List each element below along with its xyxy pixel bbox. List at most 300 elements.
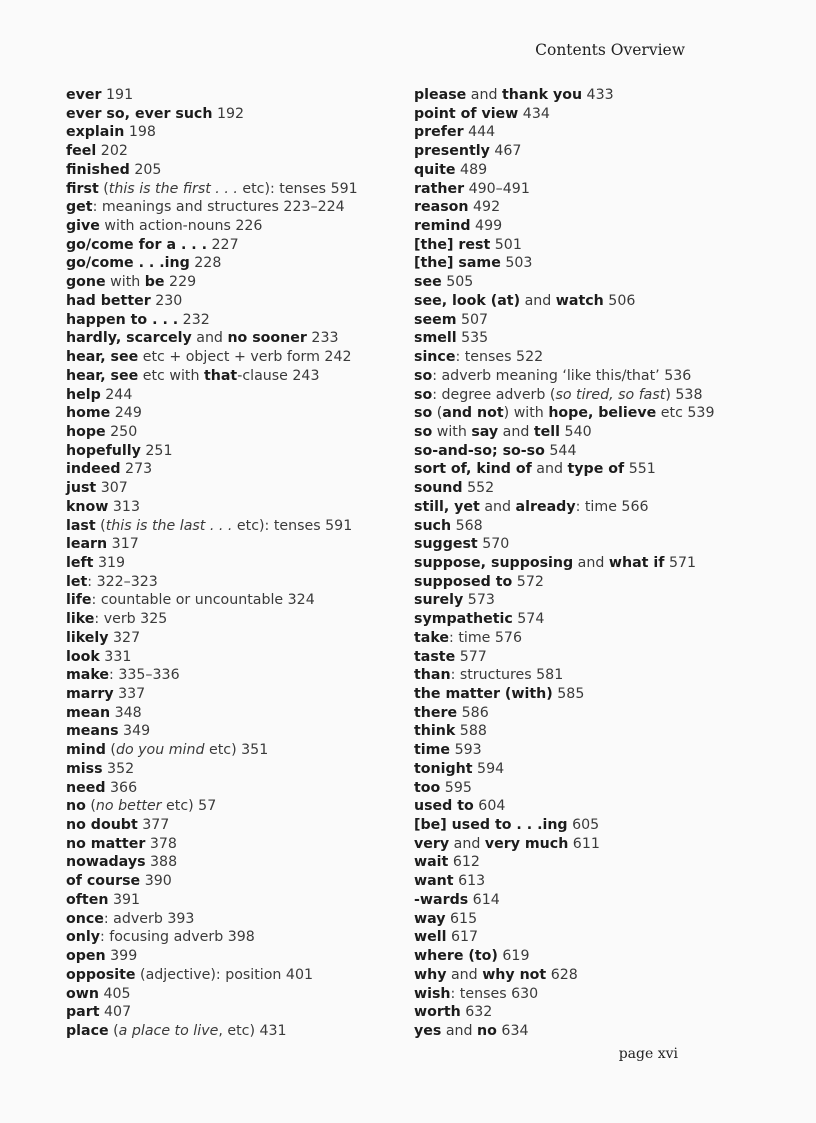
index-note: : countable or uncountable	[91, 592, 284, 609]
page-ref: 391	[108, 891, 141, 908]
index-note: :	[87, 573, 97, 590]
index-example: this is the first . . .	[108, 180, 238, 197]
index-entry	[414, 498, 754, 517]
index-entry	[66, 198, 406, 217]
page-ref: 574	[512, 611, 545, 628]
index-term: -wards	[414, 891, 469, 908]
index-note: and	[573, 554, 609, 571]
page-ref: 576	[490, 629, 522, 646]
index-note: :	[109, 667, 119, 684]
index-entry	[414, 591, 754, 610]
index-note: etc with	[138, 367, 204, 384]
index-term: marry	[66, 686, 114, 702]
index-entry	[414, 947, 754, 966]
page-ref: 594	[472, 760, 505, 777]
page-ref: 591	[320, 517, 353, 534]
index-term: know	[66, 498, 109, 515]
page-ref: 398	[223, 929, 255, 946]
index-term: hardly, scarcely	[66, 330, 192, 347]
index-term: ever so, ever such	[66, 105, 213, 122]
index-note: etc): tenses	[237, 180, 327, 197]
index-term: indeed	[66, 461, 121, 478]
page-ref: 191	[101, 87, 134, 103]
index-note: and	[446, 966, 483, 983]
page-ref: 57	[193, 798, 217, 815]
page-ref: 233	[306, 330, 339, 347]
index-term: thank you	[502, 87, 583, 103]
index-term: too	[414, 779, 441, 796]
page-ref: 611	[568, 835, 600, 852]
page-ref: 243	[287, 367, 320, 384]
index-term: finished	[66, 161, 130, 178]
page-ref: 612	[448, 854, 480, 871]
page-ref: 632	[460, 1004, 493, 1021]
page-ref: 431	[254, 1022, 287, 1039]
index-term: supposed to	[414, 573, 513, 590]
index-term: what if	[608, 554, 665, 571]
index-entry	[414, 292, 754, 311]
page-ref: 388	[145, 854, 178, 871]
index-note: and	[191, 330, 228, 347]
index-entry	[414, 554, 754, 573]
index-note: (	[98, 180, 109, 197]
index-entry	[414, 348, 754, 367]
index-entry	[414, 517, 754, 536]
page-ref: 324	[283, 592, 315, 609]
page-ref: 227	[207, 236, 239, 253]
index-entry	[414, 273, 754, 292]
index-note: (adjective): position	[135, 966, 282, 983]
index-term: help	[66, 386, 101, 403]
page-ref: 615	[445, 910, 478, 927]
index-term: no sooner	[227, 330, 307, 347]
index-term: so	[414, 423, 433, 440]
index-term: worth	[414, 1004, 461, 1021]
index-note: (	[108, 1022, 119, 1039]
index-term: watch	[555, 292, 604, 309]
index-entry	[66, 797, 406, 816]
index-example: so tired, so fast	[555, 386, 666, 403]
index-entry	[414, 105, 754, 124]
index-term: think	[414, 723, 456, 740]
index-term: feel	[66, 143, 97, 160]
page-ref: 551	[624, 461, 656, 478]
page-ref: 250	[105, 423, 138, 440]
index-entry	[66, 442, 406, 461]
page-ref: 619	[497, 948, 530, 965]
page-ref: 539	[682, 405, 715, 422]
page-ref: 552	[462, 480, 495, 497]
index-term: gone	[66, 274, 106, 291]
index-entry	[66, 236, 406, 255]
index-term: miss	[66, 760, 103, 777]
index-note: : adverb	[103, 910, 163, 927]
index-term: learn	[66, 536, 108, 553]
index-entry	[414, 891, 754, 910]
page-ref: 585	[552, 686, 585, 702]
index-entry	[414, 217, 754, 236]
page-ref: 229	[164, 274, 197, 291]
index-term: time	[414, 742, 451, 759]
index-term: own	[66, 985, 99, 1002]
index-entry	[414, 685, 754, 704]
page-header-title: Contents Overview	[535, 41, 685, 59]
index-term: first	[66, 180, 99, 197]
index-term: happen to . . .	[66, 311, 179, 328]
index-entry	[66, 142, 406, 161]
page-ref: 393	[162, 910, 195, 927]
index-note: etc): tenses	[232, 517, 321, 534]
index-entry	[414, 329, 754, 348]
page-ref: 573	[463, 592, 495, 609]
index-note: (	[105, 742, 116, 759]
index-note: etc)	[161, 798, 194, 815]
index-term: last	[66, 517, 96, 534]
index-note: with	[105, 274, 145, 291]
page-ref: 630	[506, 985, 539, 1002]
index-term: than	[414, 667, 451, 684]
index-entry	[66, 554, 406, 573]
index-entry	[414, 1003, 754, 1022]
page-ref: 614	[468, 891, 500, 908]
index-entry	[414, 760, 754, 779]
index-term: need	[66, 779, 106, 796]
index-term: since	[414, 349, 456, 366]
index-entry	[414, 722, 754, 741]
index-term: [the] same	[414, 255, 501, 272]
index-term: sort of, kind of	[414, 461, 532, 478]
page-ref: 322–323	[96, 573, 158, 590]
page-ref: 317	[107, 536, 139, 553]
index-term: still, yet	[414, 498, 480, 515]
index-entry	[414, 367, 754, 386]
index-term: open	[66, 948, 106, 965]
index-entry	[66, 517, 406, 536]
page-ref: 223–224	[278, 199, 345, 216]
index-entry	[66, 573, 406, 592]
index-term: mean	[66, 704, 111, 721]
index-term: well	[414, 929, 447, 946]
index-term: want	[414, 873, 454, 890]
index-entry	[414, 797, 754, 816]
index-entry	[66, 947, 406, 966]
index-term: hope, believe	[548, 405, 657, 422]
index-entry	[414, 198, 754, 217]
page-ref: 444	[463, 124, 496, 141]
page-ref: 198	[124, 124, 156, 141]
index-entry	[66, 404, 406, 423]
index-entry	[66, 479, 406, 498]
index-term: where (to)	[414, 948, 498, 965]
index-entry	[66, 704, 406, 723]
index-term: used to	[414, 798, 474, 815]
index-term: often	[66, 891, 109, 908]
index-term: make	[66, 667, 110, 684]
index-entry	[414, 648, 754, 667]
page-ref: 591	[326, 180, 358, 197]
page-ref: 390	[140, 873, 172, 890]
index-example: do you mind	[115, 742, 205, 759]
index-term: had better	[66, 292, 151, 309]
index-entry	[414, 985, 754, 1004]
page-ref: 205	[129, 161, 162, 178]
page-ref: 588	[455, 723, 487, 740]
page-ref: 568	[451, 517, 483, 534]
page-ref: 538	[670, 386, 703, 403]
index-note: : time	[449, 629, 491, 646]
index-note: : tenses	[450, 985, 507, 1002]
page-ref: 319	[93, 554, 126, 571]
index-term: nowadays	[66, 854, 146, 871]
index-entry	[414, 161, 754, 180]
index-term: very	[414, 835, 450, 852]
index-note: : time	[575, 498, 617, 515]
index-term: such	[414, 517, 452, 534]
index-term: only	[66, 929, 100, 946]
index-entry	[66, 910, 406, 929]
index-entry	[66, 591, 406, 610]
index-entry	[414, 1022, 754, 1041]
index-entry	[414, 872, 754, 891]
index-term: so	[414, 386, 433, 403]
index-entry	[66, 180, 406, 199]
page-ref: 228	[189, 255, 222, 272]
index-entry	[414, 966, 754, 985]
index-entry	[414, 741, 754, 760]
index-entry	[414, 254, 754, 273]
page-ref: 593	[450, 742, 482, 759]
index-term: [the] rest	[414, 236, 491, 253]
index-term: get	[66, 199, 93, 216]
index-term: go/come for a . . .	[66, 236, 208, 253]
index-entry	[414, 573, 754, 592]
page-ref: 503	[500, 255, 533, 272]
index-note: and	[498, 423, 534, 440]
index-entry	[66, 853, 406, 872]
page-ref: 242	[319, 349, 352, 366]
index-entry	[66, 1022, 406, 1041]
index-term: seem	[414, 311, 457, 328]
index-term: very much	[484, 835, 569, 852]
index-term: means	[66, 723, 119, 740]
index-entry	[66, 1003, 406, 1022]
page-ref: 492	[468, 199, 501, 216]
index-note: : verb	[94, 611, 136, 628]
index-term: so-and-so; so-so	[414, 442, 545, 459]
index-note: etc	[656, 405, 683, 422]
page-ref: 434	[518, 105, 550, 122]
page-ref: 572	[512, 573, 544, 590]
page-ref: 313	[108, 498, 140, 515]
index-term: already	[515, 498, 576, 515]
index-entry	[414, 460, 754, 479]
page-ref: 399	[105, 948, 138, 965]
page-ref: 202	[96, 143, 128, 160]
index-note: and	[441, 1022, 478, 1039]
page-ref: 251	[140, 442, 173, 459]
index-entry	[414, 816, 754, 835]
index-term: mind	[66, 742, 106, 759]
index-entry	[414, 423, 754, 442]
page-ref: 407	[99, 1004, 132, 1021]
index-note: with action-nouns	[99, 218, 231, 235]
page-ref: 378	[145, 835, 177, 852]
page-ref: 581	[531, 667, 564, 684]
page-ref: 605	[567, 817, 600, 834]
index-entry	[414, 666, 754, 685]
index-term: why	[414, 966, 447, 983]
index-entry	[66, 610, 406, 629]
index-term: left	[66, 554, 94, 571]
index-entry	[414, 853, 754, 872]
page-ref: 586	[457, 704, 489, 721]
index-entry	[414, 123, 754, 142]
index-term: [be] used to . . .ing	[414, 817, 568, 834]
page-ref: 335–336	[118, 667, 180, 684]
index-entry	[414, 910, 754, 929]
index-entry	[414, 86, 754, 105]
index-note: etc)	[204, 742, 237, 759]
page-ref: 628	[546, 966, 578, 983]
page-ref: 506	[603, 292, 636, 309]
index-term: be	[144, 274, 165, 291]
index-note: : adverb meaning ‘like this/that’	[432, 367, 660, 384]
index-note: and	[520, 292, 556, 309]
page-ref: 366	[105, 779, 138, 796]
index-entry	[414, 629, 754, 648]
index-note: with	[432, 423, 472, 440]
page-ref: 331	[99, 648, 132, 665]
index-note: (	[95, 517, 106, 534]
index-entry	[66, 666, 406, 685]
page-ref: 327	[108, 629, 141, 646]
index-example: no better	[95, 798, 162, 815]
index-note: -clause	[237, 367, 288, 384]
index-term: once	[66, 910, 104, 927]
index-column-left	[66, 86, 406, 1041]
index-entry	[66, 217, 406, 236]
index-term: suggest	[414, 536, 478, 553]
page-ref: 577	[455, 648, 487, 665]
index-note: etc + object + verb form	[138, 349, 320, 366]
index-entry	[414, 835, 754, 854]
index-term: explain	[66, 124, 125, 141]
index-note: ) with	[503, 405, 549, 422]
index-term: of course	[66, 873, 141, 890]
page-ref: 489	[455, 161, 488, 178]
index-entry	[66, 254, 406, 273]
index-term: the matter (with)	[414, 686, 553, 702]
page-ref: 540	[560, 423, 592, 440]
page-ref: 544	[544, 442, 577, 459]
index-entry	[414, 236, 754, 255]
index-term: tell	[533, 423, 561, 440]
index-entry	[66, 423, 406, 442]
page-ref: 617	[446, 929, 479, 946]
page-ref: 232	[178, 311, 210, 328]
page-ref: 433	[582, 87, 614, 103]
index-note: : focusing adverb	[99, 929, 224, 946]
index-entry	[66, 386, 406, 405]
page-ref: 535	[456, 330, 489, 347]
index-term: yes	[414, 1022, 442, 1039]
page-ref: 467	[489, 143, 522, 160]
index-entry	[414, 704, 754, 723]
index-example: a place to live	[118, 1022, 219, 1039]
index-entry	[414, 142, 754, 161]
index-note: )	[665, 386, 671, 403]
index-term: no	[477, 1022, 497, 1039]
page-ref: 226	[230, 218, 263, 235]
index-term: taste	[414, 648, 456, 665]
index-term: surely	[414, 592, 464, 609]
index-term: let	[66, 573, 88, 590]
index-entry	[66, 367, 406, 386]
page-ref: 405	[98, 985, 131, 1002]
index-term: give	[66, 218, 100, 235]
index-entry	[66, 292, 406, 311]
index-term: hopefully	[66, 442, 141, 459]
page-ref: 244	[100, 386, 133, 403]
index-entry	[66, 966, 406, 985]
index-example: this is the last . . .	[105, 517, 233, 534]
index-term: hear, see	[66, 367, 139, 384]
index-note: : degree adverb (	[432, 386, 556, 403]
index-term: like	[66, 611, 95, 628]
index-entry	[66, 928, 406, 947]
index-term: opposite	[66, 966, 136, 983]
page-ref: 501	[490, 236, 522, 253]
index-term: just	[66, 480, 97, 497]
index-entry	[66, 872, 406, 891]
index-term: no doubt	[66, 817, 138, 834]
index-note: (	[432, 405, 443, 422]
index-entry	[66, 760, 406, 779]
index-term: reason	[414, 199, 469, 216]
index-entry	[66, 741, 406, 760]
index-term: part	[66, 1004, 100, 1021]
index-term: why not	[482, 966, 547, 983]
index-term: remind	[414, 218, 471, 235]
page-ref: 507	[456, 311, 489, 328]
index-term: take	[414, 629, 450, 646]
index-entry	[66, 105, 406, 124]
page-ref: 230	[150, 292, 183, 309]
index-term: tonight	[414, 760, 473, 777]
index-entry	[66, 535, 406, 554]
index-note: (	[85, 798, 96, 815]
page-ref: 604	[473, 798, 506, 815]
index-term: point of view	[414, 105, 519, 122]
index-entry	[66, 311, 406, 330]
page-ref: 595	[440, 779, 472, 796]
page-ref: 337	[113, 686, 146, 702]
index-entry	[66, 629, 406, 648]
index-term: type of	[567, 461, 625, 478]
page-ref: 536	[659, 367, 692, 384]
index-term: way	[414, 910, 446, 927]
index-entry	[414, 535, 754, 554]
index-entry	[414, 928, 754, 947]
index-entry	[66, 498, 406, 517]
index-term: wish	[414, 985, 451, 1002]
index-term: hear, see	[66, 349, 139, 366]
index-term: go/come . . .ing	[66, 255, 190, 272]
page-ref: 273	[120, 461, 153, 478]
index-term: sound	[414, 480, 463, 497]
index-entry	[66, 648, 406, 667]
index-entry	[414, 404, 754, 423]
